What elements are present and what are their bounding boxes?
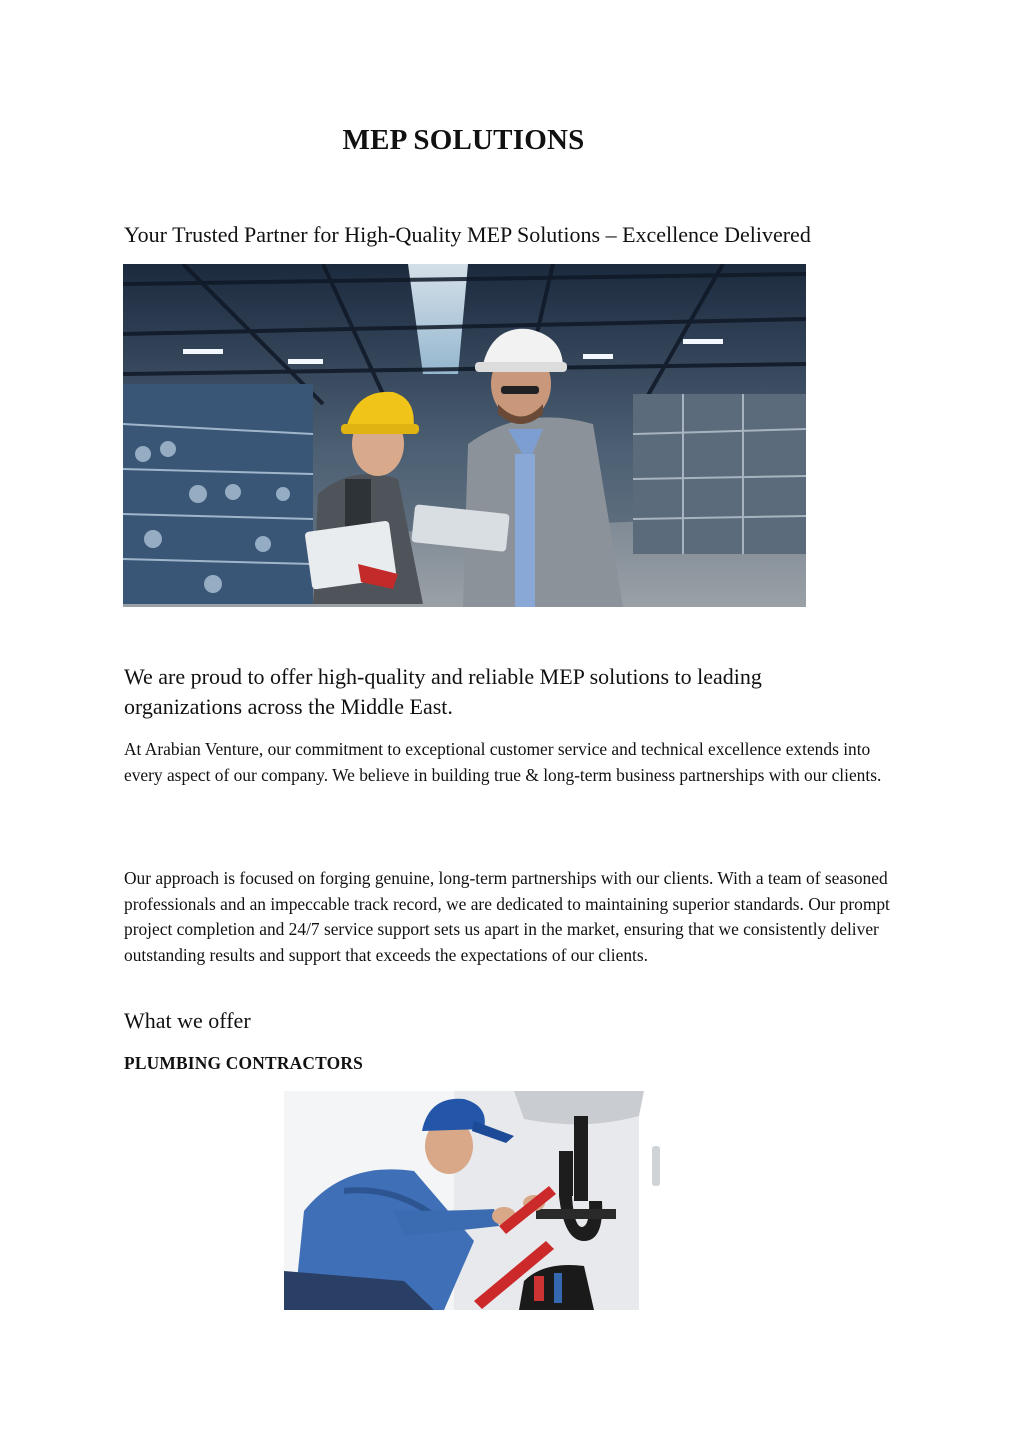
section-heading: What we offer — [124, 1008, 251, 1033]
page-title: MEP SOLUTIONS — [342, 124, 585, 156]
tagline: Your Trusted Partner for High-Quality MEP Solutions – Excellence Delivered — [124, 222, 811, 247]
hero-photo — [123, 264, 806, 607]
plumber-photo — [284, 1091, 670, 1310]
intro-statement: We are proud to offer high-quality and reliable MEP solutions to leading organizations across the Middle East. — [124, 664, 762, 719]
service-heading: PLUMBING CONTRACTORS — [124, 1053, 363, 1073]
approach-paragraph: Our approach is focused on forging genuine, long-term partnerships with our clients. With a team of seasoned professionals and an impeccable track record, we are dedicated to maintaining superior standards. Our prompt project completion and 24/7 service support sets us apart in the market, ensuring that we consistently deliver outstanding results and support that exceeds the expectations of our clients. — [124, 868, 890, 965]
company-paragraph: At Arabian Venture, our commitment to exceptional customer service and technical excellence extends into every aspect of our company. We believe in building true & long-term business partnerships with our clients. — [124, 739, 882, 785]
